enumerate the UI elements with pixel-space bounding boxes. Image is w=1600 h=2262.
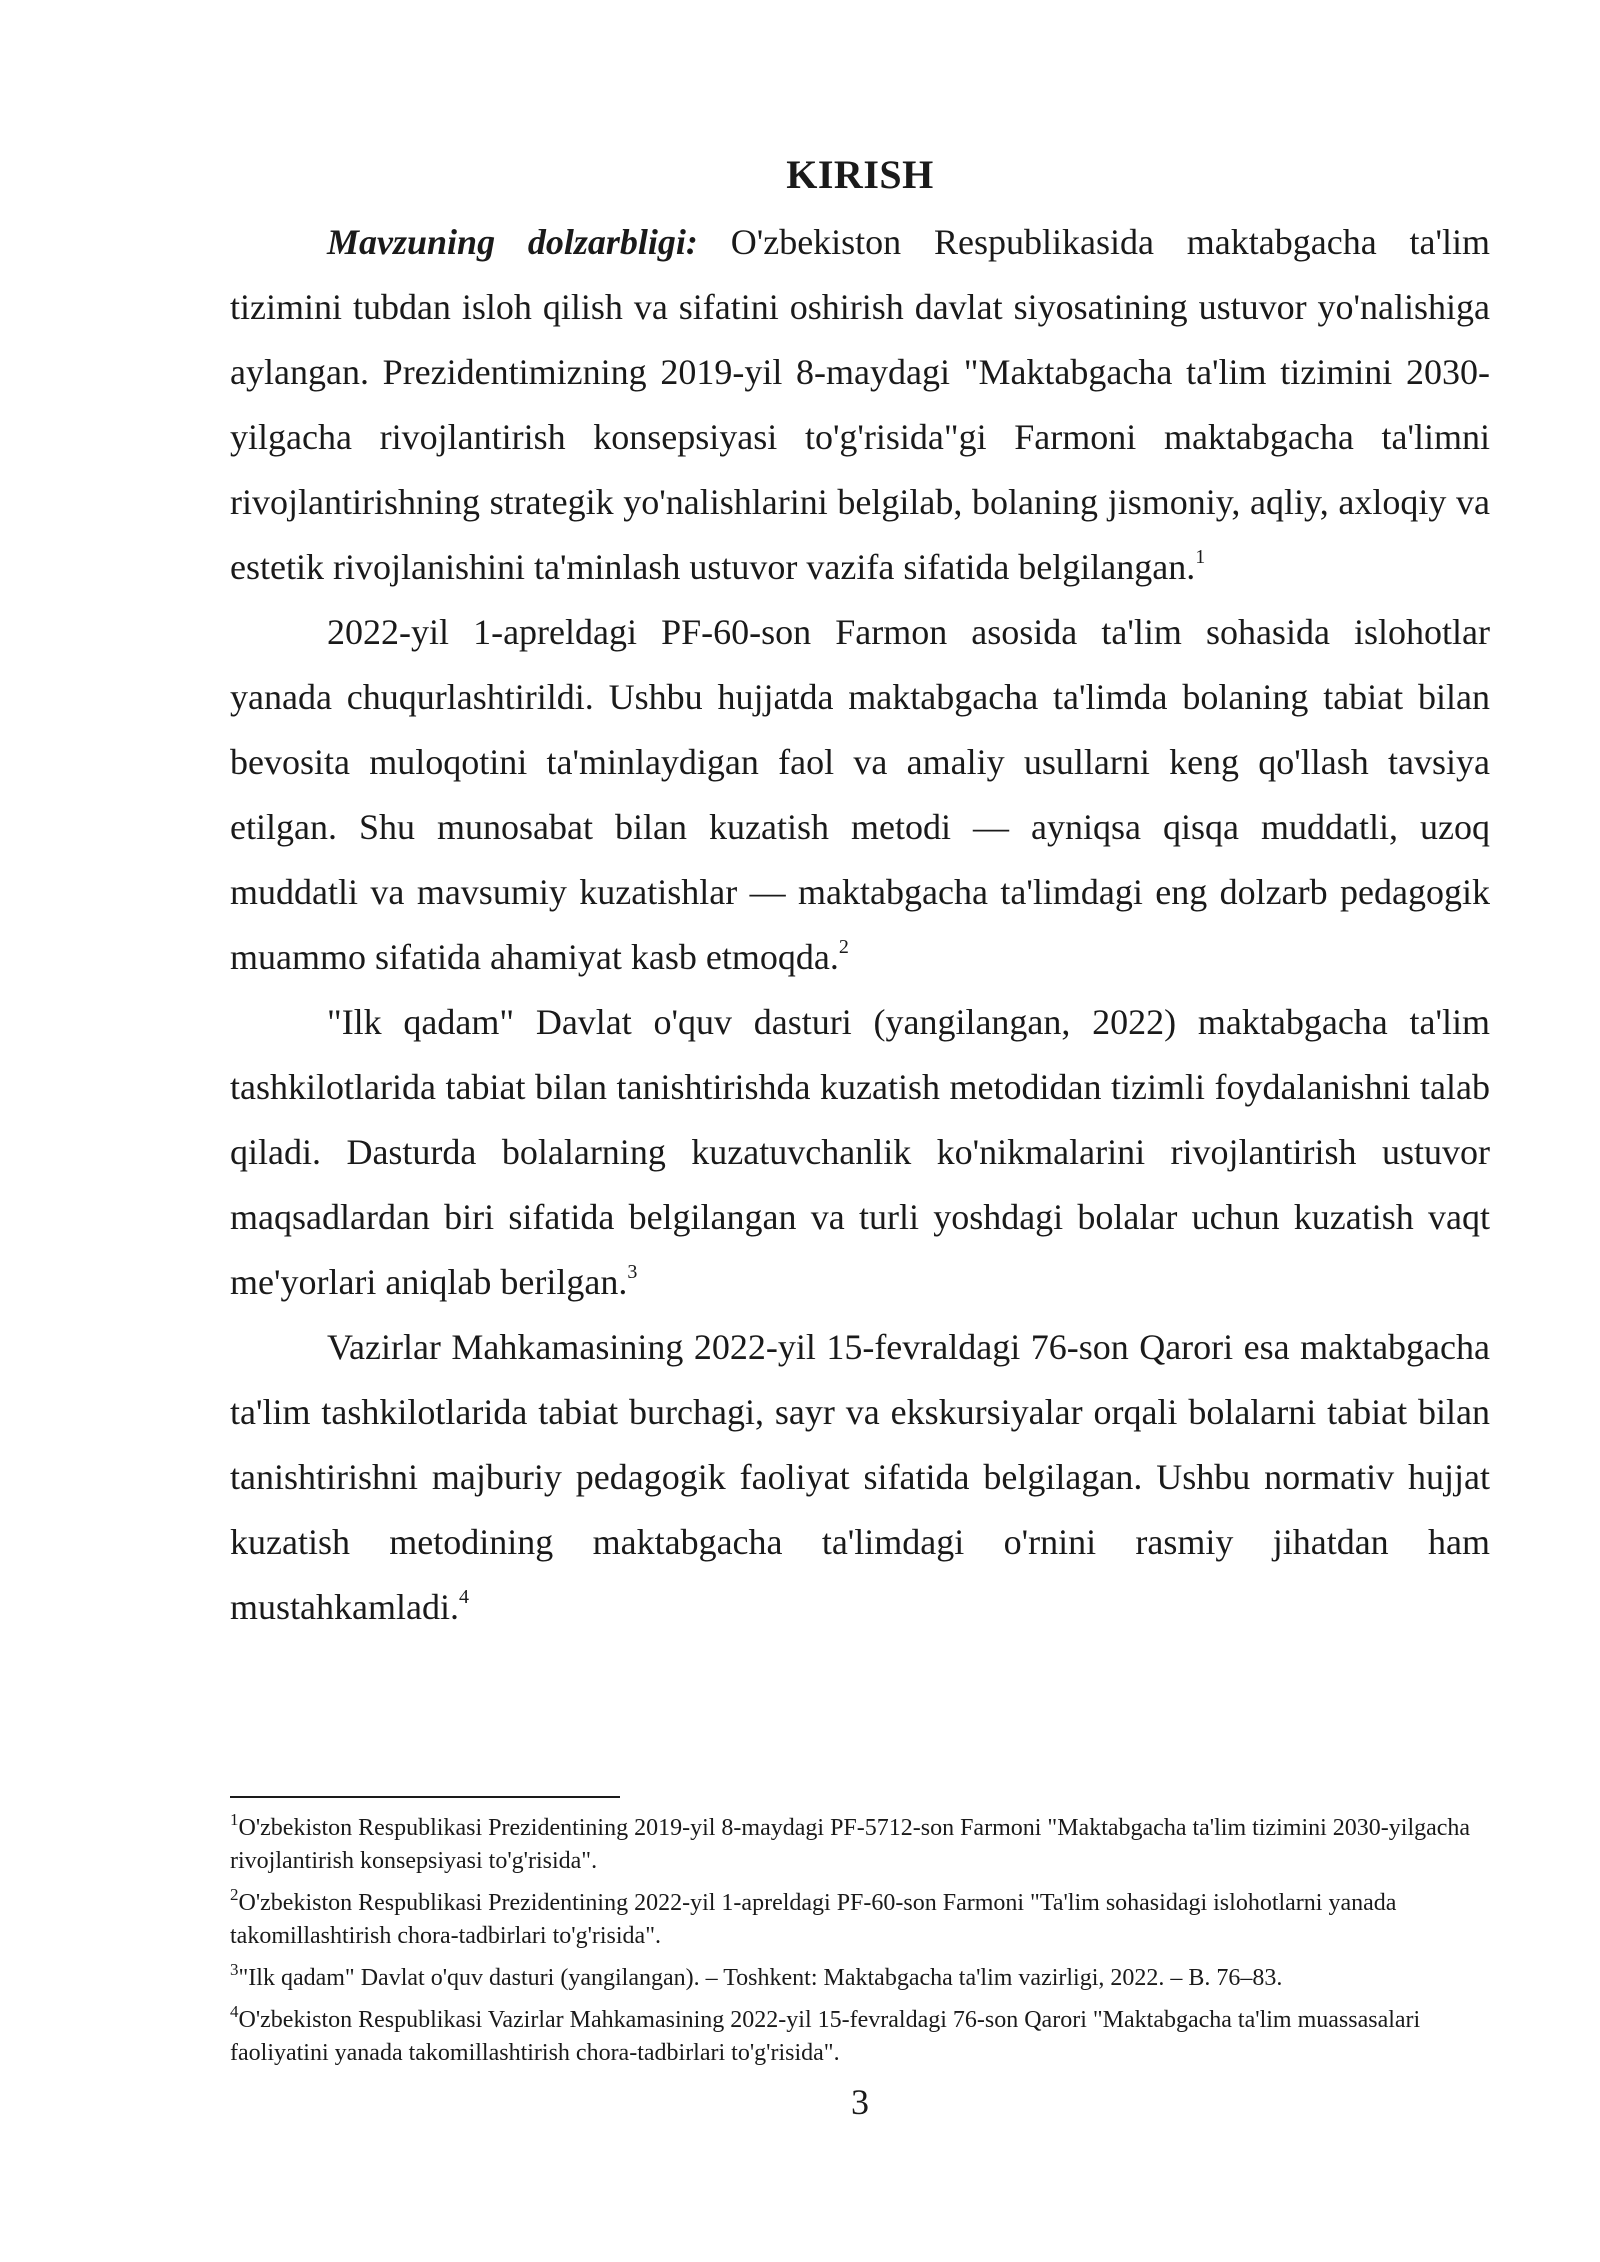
footnote-text: O'zbekiston Respublikasi Prezidentining 2019-yil 8-maydagi PF-5712-son Farmoni "Maktabgacha ta'lim tizimini 2030-yilgacha rivojlantirish konsepsiyasi to'g'risida". [230, 1815, 1471, 1874]
footnote-separator [230, 1796, 620, 1798]
footnote-ref[interactable]: 3 [627, 1261, 638, 1283]
footnote-marker: 2 [230, 1885, 239, 1904]
paragraph-decree-pf60 [230, 600, 1490, 990]
footnote-3 [230, 1962, 1490, 1995]
footnote-text: "Ilk qadam" Davlat o'quv dasturi (yangilangan). – Toshkent: Maktabgacha ta'lim vazirligi, 2022. – B. 76–83. [238, 1965, 1283, 1991]
footnote-ref[interactable]: 1 [1195, 546, 1206, 568]
paragraph-relevance [230, 210, 1490, 600]
relevance-lead: Mavzuning dolzarbligi: [327, 222, 698, 262]
footnote-text: O'zbekiston Respublikasi Prezidentining 2022-yil 1-apreldagi PF-60-son Farmoni "Ta'lim sohasidagi islohotlarni yanada takomillashtirish chora-tadbirlari to'g'risida". [230, 1890, 1397, 1949]
footnote-1 [230, 1812, 1490, 1878]
footnote-4 [230, 2004, 1490, 2070]
footnote-ref[interactable]: 4 [458, 1586, 469, 1608]
footnotes [230, 1812, 1490, 2079]
footnote-2 [230, 1887, 1490, 1953]
footnote-marker: 1 [230, 1810, 239, 1829]
footnote-text: O'zbekiston Respublikasi Vazirlar Mahkamasining 2022-yil 15-fevraldagi 76-son Qarori "Maktabgacha ta'lim muassasalari faoliyatini yanada takomillashtirish chora-tadbirlari to'g'risida". [230, 2007, 1421, 2066]
paragraph-text: "Ilk qadam" Davlat o'quv dasturi (yangilangan, 2022) maktabgacha ta'lim tashkilotlarida tabiat bilan tanishtirishda kuzatish metodidan tizimli foydalanishni talab qiladi. Dasturda bolalarning kuzatuvchanlik ko'nikmalarini rivojlantirish ustuvor maqsadlardan biri sifatida belgilangan va turli yoshdagi bolalar uchun kuzatish vaqt me'yorlari aniqlab berilgan. [230, 1002, 1490, 1302]
paragraph-ilk-qadam [230, 990, 1490, 1315]
footnote-marker: 4 [230, 2002, 239, 2021]
footnote-ref[interactable]: 2 [838, 936, 849, 958]
section-title: KIRISH [786, 152, 934, 197]
paragraph-text: Vazirlar Mahkamasining 2022-yil 15-fevraldagi 76-son Qarori esa maktabgacha ta'lim tashkilotlarida tabiat burchagi, sayr va ekskursiyalar orqali bolalarni tabiat bilan tanishtirishni majburiy pedagogik faoliyat sifatida belgilagan. Ushbu normativ hujjat kuzatish metodining maktabgacha ta'limdagi o'rnini rasmiy jihatdan ham mustahkamladi. [230, 1327, 1490, 1627]
paragraph-text: 2022-yil 1-apreldagi PF-60-son Farmon asosida ta'lim sohasida islohotlar yanada chuqurlashtirildi. Ushbu hujjatda maktabgacha ta'limda bolaning tabiat bilan bevosita muloqotini ta'minlaydigan faol va amaliy usullarni keng qo'llash tavsiya etilgan. Shu munosabat bilan kuzatish metodi — ayniqsa qisqa muddatli, uzoq muddatli va mavsumiy kuzatishlar — maktabgacha ta'limdagi eng dolzarb pedagogik muammo sifatida ahamiyat kasb etmoqda. [230, 612, 1490, 977]
footnote-marker: 3 [230, 1960, 239, 1979]
paragraph-text: O'zbekiston Respublikasida maktabgacha ta'lim tizimini tubdan isloh qilish va sifatini oshirish davlat siyosatining ustuvor yo'nalishiga aylangan. Prezidentimizning 2019-yil 8-maydagi "Maktabgacha ta'lim tizimini 2030-yilgacha rivojlantirish konsepsiyasi to'g'risida"gi Farmoni maktabgacha ta'limni rivojlantirishning strategik yo'nalishlarini belgilab, bolaning jismoniy, aqliy, axloqiy va estetik rivojlanishini ta'minlash ustuvor vazifa sifatida belgilangan. [230, 222, 1490, 587]
page-number: 3 [851, 2082, 869, 2122]
paragraph-resolution-76 [230, 1315, 1490, 1640]
body-text [230, 210, 1490, 1640]
